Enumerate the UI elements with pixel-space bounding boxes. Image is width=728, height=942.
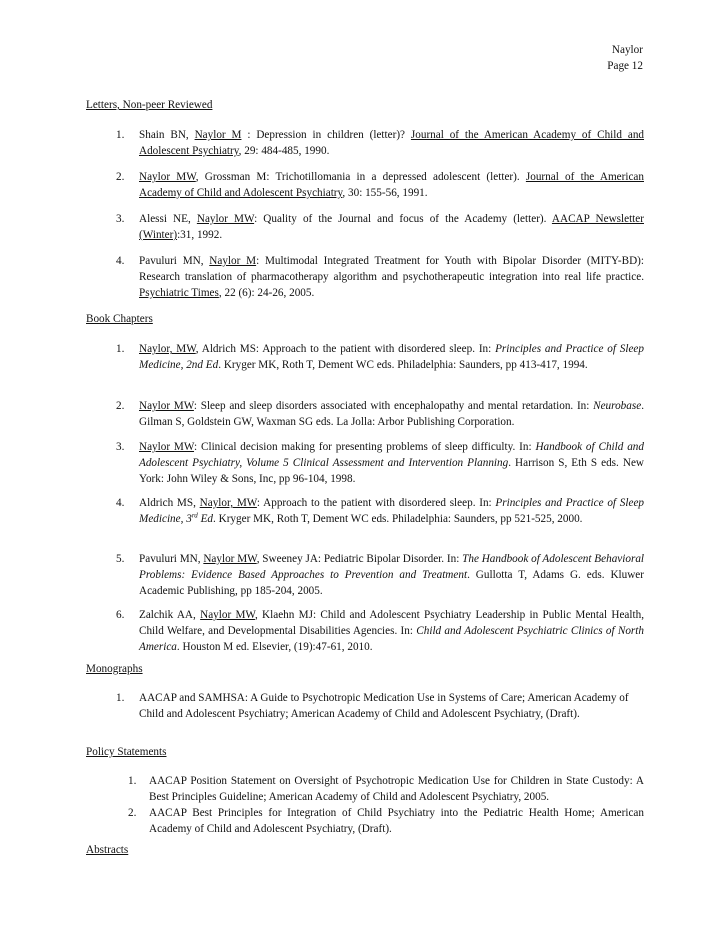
citation: Naylor, MW, Aldrich MS: Approach to the patient with disordered sleep. In: Principles and Practice of Sleep Medicine, 2nd Ed. Kryger MK, Roth T, Dement WC eds. Philadelphia: Saunders, pp 413-417, 1994. bbox=[139, 343, 644, 371]
section-heading-policy: Policy Statements bbox=[86, 746, 167, 758]
list-item bbox=[116, 341, 644, 373]
list-item bbox=[116, 127, 644, 159]
section-heading-chapters: Book Chapters bbox=[86, 313, 153, 325]
item-number: 1. bbox=[116, 343, 125, 355]
item-number: 2. bbox=[116, 400, 125, 412]
item-number: 2. bbox=[128, 807, 137, 819]
item-number: 3. bbox=[116, 213, 125, 225]
citation: Naylor MW, Grossman M: Trichotillomania in a depressed adolescent (letter). Journal of the American Academy of Child and Adolescent Psychiatry, 30: 155-56, 1991. bbox=[139, 171, 644, 199]
citation: AACAP Best Principles for Integration of Child Psychiatry into the Pediatric Health Home; American Academy of Child and Adolescent Psychiatry, (Draft). bbox=[149, 807, 644, 835]
header-author: Naylor bbox=[611, 44, 643, 56]
citation: AACAP and SAMHSA: A Guide to Psychotropic Medication Use in Systems of Care; American Academy of Child and Adolescent Psychiatry; American Academy of Child and Adolescent Psychiatry, (Draft). bbox=[139, 692, 629, 720]
item-number: 6. bbox=[116, 609, 125, 621]
item-number: 5. bbox=[116, 553, 125, 565]
citation: Pavuluri MN, Naylor MW, Sweeney JA: Pediatric Bipolar Disorder. In: The Handbook of Adolescent Behavioral Problems: Evidence Based Approaches to Prevention and Treatment. Gullotta T, Adams G. eds. Kluwer Academic Publishing, pp 185-204, 2005. bbox=[139, 553, 645, 597]
list-item bbox=[116, 551, 644, 599]
item-number: 2. bbox=[116, 171, 125, 183]
list-item bbox=[116, 398, 644, 430]
item-number: 4. bbox=[116, 497, 125, 509]
citation: Naylor MW: Clinical decision making for presenting problems of sleep difficulty. In: Handbook of Child and Adolescent Psychiatry, Volume 5 Clinical Assessment and Intervention Planning. Harrison S, Eth S eds. New York: John Wiley & Sons, Inc, pp 96-104, 1998. bbox=[139, 441, 644, 485]
list-item bbox=[128, 773, 644, 805]
citation: AACAP Position Statement on Oversight of Psychotropic Medication Use for Children in State Custody: A Best Principles Guideline; American Academy of Child and Adolescent Psychiatry, 2005. bbox=[149, 775, 644, 803]
citation: Zalchik AA, Naylor MW, Klaehn MJ: Child and Adolescent Psychiatry Leadership in Public Mental Health, Child Welfare, and Developmental Disabilities Agencies. In: Child and Adolescent Psychiatric Clinics of North America. Houston M ed. Elsevier, (19):47-61, 2010. bbox=[139, 609, 644, 653]
list-item bbox=[116, 169, 644, 201]
list-item bbox=[128, 805, 644, 837]
citation: Pavuluri MN, Naylor M: Multimodal Integrated Treatment for Youth with Bipolar Disorder (MITY-BD): Research translation of pharmacotherapy algorithm and psychotherapeutic integration into real life practice. Psychiatric Times, 22 (6): 24-26, 2005. bbox=[139, 255, 644, 299]
item-number: 3. bbox=[116, 441, 125, 453]
list-item bbox=[116, 211, 644, 243]
item-number: 4. bbox=[116, 255, 125, 267]
section-heading-letters: Letters, Non-peer Reviewed bbox=[86, 99, 213, 111]
citation: Alessi NE, Naylor MW: Quality of the Journal and focus of the Academy (letter). AACAP Newsletter (Winter):31, 1992. bbox=[139, 213, 644, 241]
list-item bbox=[116, 690, 644, 722]
list-item bbox=[116, 607, 644, 655]
citation: Naylor MW: Sleep and sleep disorders associated with encephalopathy and mental retardation. In: Neurobase. Gilman S, Goldstein GW, Waxman SG eds. La Jolla: Arbor Publishing Corporation. bbox=[139, 400, 644, 428]
citation: Aldrich MS, Naylor, MW: Approach to the patient with disordered sleep. In: Principles and Practice of Sleep Medicine, 3rd Ed. Kryger MK, Roth T, Dement WC eds. Philadelphia: Saunders, pp 521-525, 2000. bbox=[139, 497, 645, 525]
header-page-number: Page 12 bbox=[607, 60, 643, 72]
list-item bbox=[116, 495, 644, 527]
list-item bbox=[116, 253, 644, 301]
page-header bbox=[607, 42, 643, 74]
citation: Shain BN, Naylor M : Depression in children (letter)? Journal of the American Academy of Child and Adolescent Psychiatry, 29: 484-485, 1990. bbox=[139, 129, 645, 157]
list-item bbox=[116, 439, 644, 487]
item-number: 1. bbox=[116, 692, 125, 704]
item-number: 1. bbox=[128, 775, 137, 787]
section-heading-abstracts: Abstracts bbox=[86, 844, 129, 856]
section-heading-monographs: Monographs bbox=[86, 663, 143, 675]
item-number: 1. bbox=[116, 129, 125, 141]
